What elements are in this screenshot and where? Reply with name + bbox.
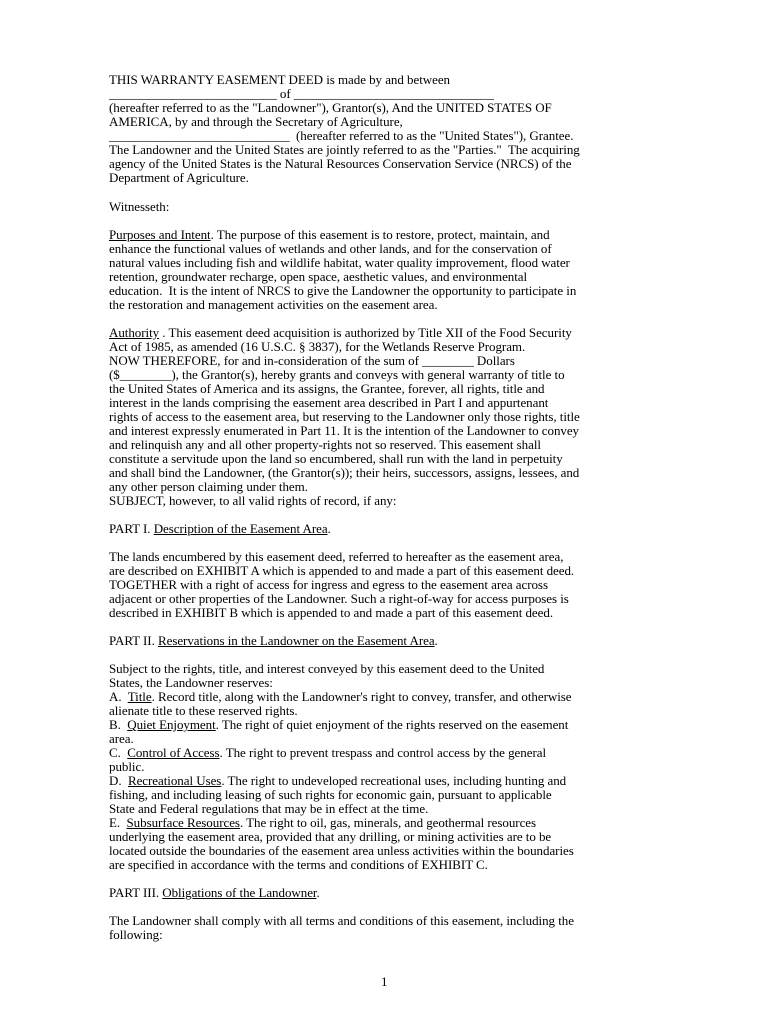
document-line (109, 816, 536, 830)
line-text: ($________), the Grantor(s), hereby grants and conveys with general warranty of title to (109, 367, 565, 382)
section-heading: Reservations in the Landowner on the Easement Area (157, 633, 435, 648)
document-line (109, 396, 548, 410)
document-line (109, 284, 576, 298)
line-text: . This easement deed acquisition is authorized by Title XII of the Food Security (159, 325, 572, 340)
section-heading: Description of the Easement Area (153, 521, 328, 536)
line-text: B. (109, 717, 128, 732)
line-text: adjacent or other properties of the Landowner. Such a right-of-way for access purposes is (109, 591, 569, 606)
document-line (109, 200, 169, 214)
line-text: education. It is the intent of NRCS to give the Landowner the opportunity to participate in (109, 283, 577, 298)
document-line (109, 634, 438, 648)
document-line (109, 592, 569, 606)
line-text: . The purpose of this easement is to restore, protect, maintain, and (210, 227, 550, 242)
document-line (109, 115, 403, 129)
line-text: are described on EXHIBIT A which is appended to and made a part of this easement deed. (109, 563, 575, 578)
section-heading: Subsurface Resources (126, 815, 240, 830)
section-heading: Recreational Uses (127, 773, 222, 788)
line-text: (hereafter referred to as the "Landowner"), Grantor(s), And the UNITED STATES OF (109, 100, 552, 115)
document-line (109, 101, 552, 115)
line-text: The lands encumbered by this easement deed, referred to hereafter as the easement area, (109, 549, 564, 564)
line-text: PART II. (109, 633, 158, 648)
document-line (109, 788, 552, 802)
document-line (109, 802, 428, 816)
document-line (109, 298, 438, 312)
line-text: The Landowner and the United States are jointly referred to as the "Parties." The acquiring (109, 142, 580, 157)
line-text: alienate title to these reserved rights. (109, 703, 298, 718)
line-text: fishing, and including leasing of such rights for economic gain, pursuant to applicable (109, 787, 552, 802)
line-text: the United States of America and its assigns, the Grantee, forever, all rights, title and (109, 381, 545, 396)
line-text: NOW THEREFORE, for and in-consideration of the sum of ________ Dollars (109, 353, 515, 368)
line-text: located outside the boundaries of the easement area unless activities within the boundaries (109, 843, 574, 858)
line-text: . The right to prevent trespass and control access by the general (219, 745, 547, 760)
line-text: rights of access to the easement area, but reserving to the Landowner only those rights, title (109, 409, 580, 424)
section-heading: Quiet Enjoyment (127, 717, 216, 732)
section-heading: Authority (109, 325, 160, 340)
line-text: Act of 1985, as amended (16 U.S.C. § 3837), for the Wetlands Reserve Program. (109, 339, 526, 354)
line-text: constitute a servitude upon the land so encumbered, shall run with the land in perpetuity (109, 451, 563, 466)
section-heading: Purposes and Intent (109, 227, 211, 242)
document-line (109, 228, 550, 242)
line-text: described in EXHIBIT B which is appended to and made a part of this easement deed. (109, 605, 554, 620)
line-text: __________________________ of _______________________________ (109, 86, 494, 101)
line-text: C. (109, 745, 128, 760)
document-line (109, 494, 396, 508)
line-text: Subject to the rights, title, and interest conveyed by this easement deed to the United (109, 661, 545, 676)
line-text: enhance the functional values of wetlands and other lands, and for the conservation of (109, 241, 552, 256)
line-text: natural values including fish and wildlife habitat, water quality improvement, flood water (109, 255, 570, 270)
line-text: ____________________________ (hereafter referred to as the "United States"), Grantee. (109, 128, 574, 143)
document-line (109, 438, 541, 452)
line-text: retention, groundwater recharge, open space, aesthetic values, and environmental (109, 269, 528, 284)
document-line (109, 690, 572, 704)
line-text: and relinquish any and all other property-rights not so reserved. This easement shall (109, 437, 541, 452)
line-text: . (327, 521, 331, 536)
document-line (109, 578, 548, 592)
document-line (109, 830, 551, 844)
line-text: . (434, 633, 438, 648)
document-line (109, 410, 580, 424)
line-text: THIS WARRANTY EASEMENT DEED is made by and between (109, 72, 450, 87)
document-line (109, 886, 320, 900)
line-text: Department of Agriculture. (109, 170, 249, 185)
document-line (109, 732, 134, 746)
document-line (109, 774, 566, 788)
line-text: public. (109, 759, 145, 774)
line-text: Witnesseth: (109, 199, 170, 214)
line-text: State and Federal regulations that may be in effect at the time. (109, 801, 429, 816)
document-line (109, 87, 494, 101)
line-text: underlying the easement area, provided that any drilling, or mining activities are to be (109, 829, 552, 844)
document-line (109, 73, 450, 87)
line-text: PART I. (109, 521, 154, 536)
line-text: following: (109, 927, 163, 942)
line-text: interest in the lands comprising the easement area described in Part I and appurtenant (109, 395, 549, 410)
line-text: E. (109, 815, 127, 830)
line-text: . The right to oil, gas, minerals, and geothermal resources (239, 815, 537, 830)
document-line (109, 452, 563, 466)
line-text: . (316, 885, 320, 900)
document-line (109, 914, 574, 928)
document-line (109, 606, 553, 620)
line-text: and shall bind the Landowner, (the Grantor(s)); their heirs, successors, assigns, lessees, and (109, 465, 580, 480)
section-heading: Title (127, 689, 152, 704)
line-text: . Record title, along with the Landowner's right to convey, transfer, and otherwise (151, 689, 572, 704)
line-text: and interest expressly enumerated in Part 11. It is the intention of the Landowner to convey (109, 423, 580, 438)
document-line (109, 340, 525, 354)
page-number: 1 (381, 974, 388, 989)
line-text: D. (109, 773, 128, 788)
document-line (109, 550, 563, 564)
document-line (109, 928, 163, 942)
document-line (109, 424, 579, 438)
document-line (109, 676, 273, 690)
document-line (109, 326, 572, 340)
section-heading: Control of Access (127, 745, 220, 760)
document-line (109, 382, 544, 396)
document-line (109, 844, 574, 858)
document-line (109, 354, 515, 368)
document-line (109, 157, 571, 171)
document-line (109, 662, 544, 676)
line-text: are specified in accordance with the terms and conditions of EXHIBIT C. (109, 857, 488, 872)
line-text: AMERICA, by and through the Secretary of Agriculture, (109, 114, 403, 129)
document-line (109, 858, 488, 872)
document-line (109, 171, 249, 185)
line-text: area. (109, 731, 134, 746)
document-line (109, 522, 331, 536)
line-text: The Landowner shall comply with all terms and conditions of this easement, including the (109, 913, 574, 928)
document-line (109, 564, 574, 578)
document-line (109, 143, 580, 157)
document-line (109, 270, 527, 284)
line-text: agency of the United States is the Natural Resources Conservation Service (NRCS) of the (109, 156, 572, 171)
document-line (109, 718, 568, 732)
line-text: any other person claiming under them. (109, 479, 308, 494)
document-line (109, 129, 573, 143)
line-text: TOGETHER with a right of access for ingress and egress to the easement area across (109, 577, 548, 592)
document-line (109, 466, 579, 480)
document-line (109, 368, 565, 382)
document-line (109, 256, 570, 270)
line-text: A. (109, 689, 128, 704)
line-text: the restoration and management activities on the easement area. (109, 297, 438, 312)
line-text: PART III. (109, 885, 163, 900)
line-text: . The right of quiet enjoyment of the rights reserved on the easement (215, 717, 569, 732)
document-line (109, 242, 552, 256)
document-line (109, 480, 308, 494)
section-heading: Obligations of the Landowner (162, 885, 317, 900)
line-text: States, the Landowner reserves: (109, 675, 273, 690)
document-line (109, 704, 298, 718)
document-line (109, 760, 144, 774)
line-text: SUBJECT, however, to all valid rights of record, if any: (109, 493, 397, 508)
line-text: . The right to undeveloped recreational uses, including hunting and (221, 773, 567, 788)
document-line (109, 746, 546, 760)
